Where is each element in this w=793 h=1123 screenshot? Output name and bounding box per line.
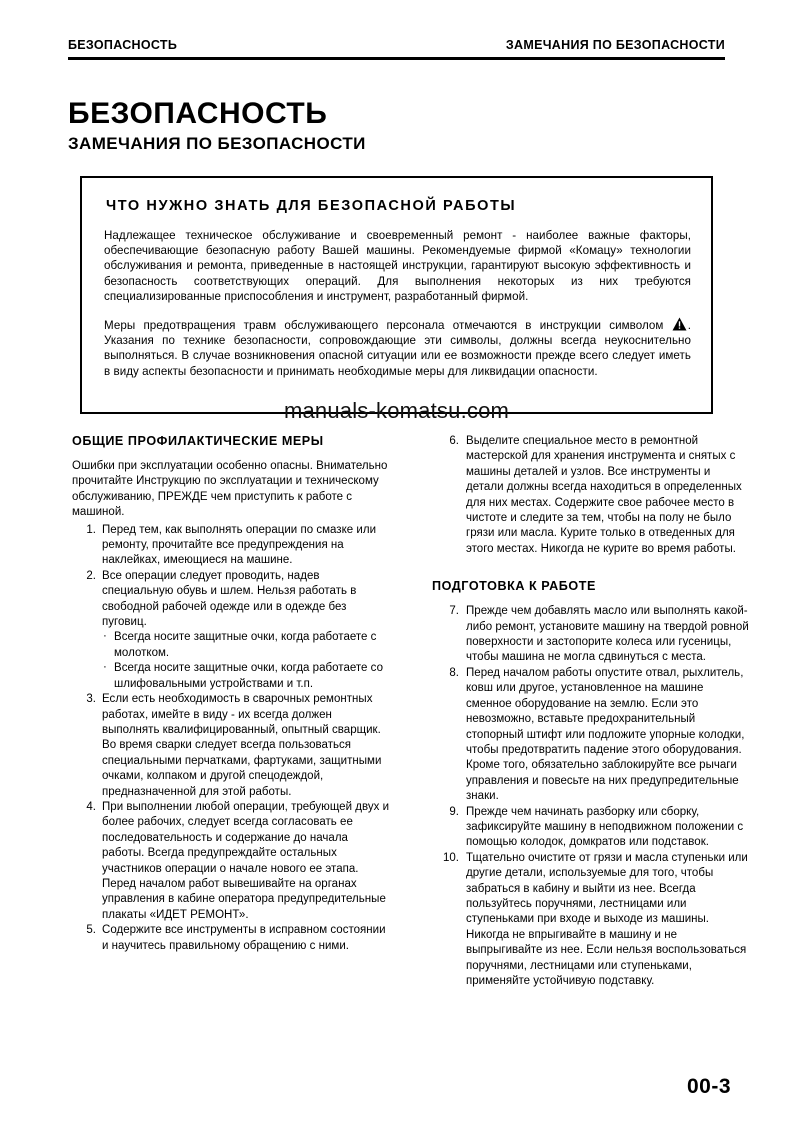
- right-column-list-bottom: [432, 604, 750, 989]
- list-item: [432, 434, 750, 557]
- bullet-item-text: Всегда носите защитные очки, когда работаете со шлифовальными устройствами и т.п.: [114, 662, 383, 690]
- list-item-number: 3.: [86, 693, 96, 706]
- list-item-text: Содержите все инструменты в исправном состоянии и научитесь правильному обращению с ними.: [102, 924, 386, 952]
- section-heading-general-measures: ОБЩИЕ ПРОФИЛАКТИЧЕСКИЕ МЕРЫ: [72, 434, 324, 448]
- list-item-text: Перед тем, как выполнять операции по смазке или ремонту, прочитайте все предупреждения на наклейках, имеющиеся на машине.: [102, 523, 377, 567]
- left-column: [72, 434, 390, 954]
- right-column: [432, 434, 750, 989]
- list-item-number: 5.: [86, 924, 96, 937]
- list-item: [432, 666, 750, 805]
- list-item: [72, 923, 390, 954]
- right-column-list-top: [432, 434, 750, 557]
- list-item-text: Прежде чем начинать разборку или сборку, зафиксируйте машину в неподвижном положении с помощью колодок, домкратов или подставок.: [466, 805, 744, 849]
- list-item: [432, 604, 750, 666]
- notice-paragraph-1: Надлежащее техническое обслуживание и своевременный ремонт - наиболее важные факторы, обеспечивающие безопасную работу Вашей машины. Рекомендуемые фирмой «Комацу» технологии обслуживания и ремонта, приведенные в настоящей инструкции, гарантируют высокую эффективность и безопасность соответствующих операций. Для выполнения некоторых из них требуются специализированные приспособления и инструмент, разработанный фирмой.: [104, 229, 691, 303]
- list-item: [72, 569, 390, 692]
- bullet-dot-icon: ·: [103, 661, 107, 674]
- list-item: [72, 692, 390, 800]
- list-item-text: Выделите специальное место в ремонтной мастерской для хранения инструмента и снятых с машины деталей и узлов. Все инструменты и детали должны всегда находиться в определенных для них местах. Содержите свое рабочее место в чистоте и следите за тем, чтобы на полу не было грязи или масла. Курите только в отведенных для этого местах. Никогда не курите во время работы.: [466, 435, 742, 555]
- list-item-text: Прежде чем добавлять масло или выполнять какой-либо ремонт, установите машину на твердой ровной поверхности и застопорите колеса или гусеницы, чтобы машина не могла сдвинуться с места.: [466, 605, 749, 664]
- list-item: [432, 851, 750, 990]
- notice-title: ЧТО НУЖНО ЗНАТЬ ДЛЯ БЕЗОПАСНОЙ РАБОТЫ: [106, 198, 517, 214]
- notice-paragraph-2-rest: . Указания по технике безопасности, сопровождающие эти символы, должны всегда неукоснительно выполняться. В случае возникновения опасной ситуации или ее возможности прежде всего следует иметь в виду аспекты безопасности и принимать необходимые меры для ликвидации опасности.: [104, 319, 691, 378]
- left-column-list: [72, 523, 390, 954]
- list-item: [432, 805, 750, 851]
- bullet-item: [102, 630, 390, 661]
- page-title: БЕЗОПАСНОСТЬ: [68, 97, 328, 130]
- running-header-left: БЕЗОПАСНОСТЬ: [68, 38, 178, 52]
- section-heading-preparation: ПОДГОТОВКА К РАБОТЕ: [432, 579, 596, 594]
- page-number: 00-3: [686, 1075, 731, 1098]
- list-item-number: 4.: [86, 800, 96, 813]
- list-item-text: Если есть необходимость в сварочных ремонтных работах, имейте в виду - их всегда должен выполнять квалифицированный, опытный сварщик. Во время сварки следует всегда пользоваться специальными перчатками, фартуками, защитными очками, колпаком и другой спецодеждой, предназначенной для этой работы.: [102, 693, 382, 798]
- safety-notice-box: [80, 176, 713, 414]
- notice-paragraph-2: [104, 317, 691, 379]
- list-item-number: 7.: [449, 605, 459, 618]
- list-item-number: 2.: [86, 569, 96, 582]
- warning-triangle-icon: [672, 317, 687, 331]
- list-item-text: Перед началом работы опустите отвал, рыхлитель, ковш или другое, установленное на машине сменное оборудование на землю. Если это невозможно, вставьте предохранительный стопорный штифт или подложите упорные колодки, чтобы предотвратить падение этого оборудования. Кроме того, обязательно заблокируйте все рычаги управления и повесьте на них предупредительные знаки.: [466, 666, 745, 803]
- page-subtitle: ЗАМЕЧАНИЯ ПО БЕЗОПАСНОСТИ: [68, 134, 366, 153]
- running-header: [68, 38, 725, 52]
- header-divider-rule: [68, 57, 725, 60]
- left-column-intro: Ошибки при эксплуатации особенно опасны. Внимательно прочитайте Инструкцию по эксплуатации и техническому обслуживанию, ПРЕЖДЕ чем приступить к работе с машиной.: [72, 460, 388, 519]
- list-item-text: Все операции следует проводить, надев специальную обувь и шлем. Нельзя работать в свободной рабочей одежде или в одежде без пуговиц.: [102, 569, 357, 629]
- watermark-text: manuals-komatsu.com: [283, 398, 510, 423]
- list-item-sublist: [102, 630, 390, 692]
- list-item-text: Тщательно очистите от грязи и масла ступеньки или другие детали, используемые для того, чтобы забраться в кабину и выйти из нее. Всегда пользуйтесь поручнями, лестницами или ступеньками при входе и выходе из машины. Никогда не впрыгивайте в машину и не выпрыгивайте из нее. Если нельзя воспользоваться поручнями, лестницами или ступеньками, применяйте устойчивую подставку.: [466, 851, 748, 987]
- bullet-dot-icon: ·: [103, 630, 107, 643]
- list-item: [72, 800, 390, 923]
- list-item-number: 9.: [449, 805, 459, 818]
- notice-paragraph-2-lead: Меры предотвращения травм обслуживающего персонала отмечаются в инструкции символом: [104, 319, 664, 333]
- list-item-text: При выполнении любой операции, требующей двух и более рабочих, следует всегда согласовать ее последовательность и содержание до начала работы. Всегда предупреждайте остальных участников операции о начале нового ее этапа. Перед началом работ вывешивайте на органах управления в кабине оператора предупредительные плакаты «ИДЕТ РЕМОНТ».: [102, 800, 390, 921]
- bullet-item-text: Всегда носите защитные очки, когда работаете с молотком.: [114, 631, 377, 659]
- list-item-number: 1.: [86, 523, 96, 536]
- list-item-number: 10.: [442, 851, 459, 864]
- list-item: [72, 523, 390, 569]
- list-item-number: 6.: [449, 435, 459, 447]
- list-item-number: 8.: [449, 666, 459, 679]
- bullet-item: [102, 661, 390, 692]
- running-header-right: ЗАМЕЧАНИЯ ПО БЕЗОПАСНОСТИ: [505, 38, 725, 52]
